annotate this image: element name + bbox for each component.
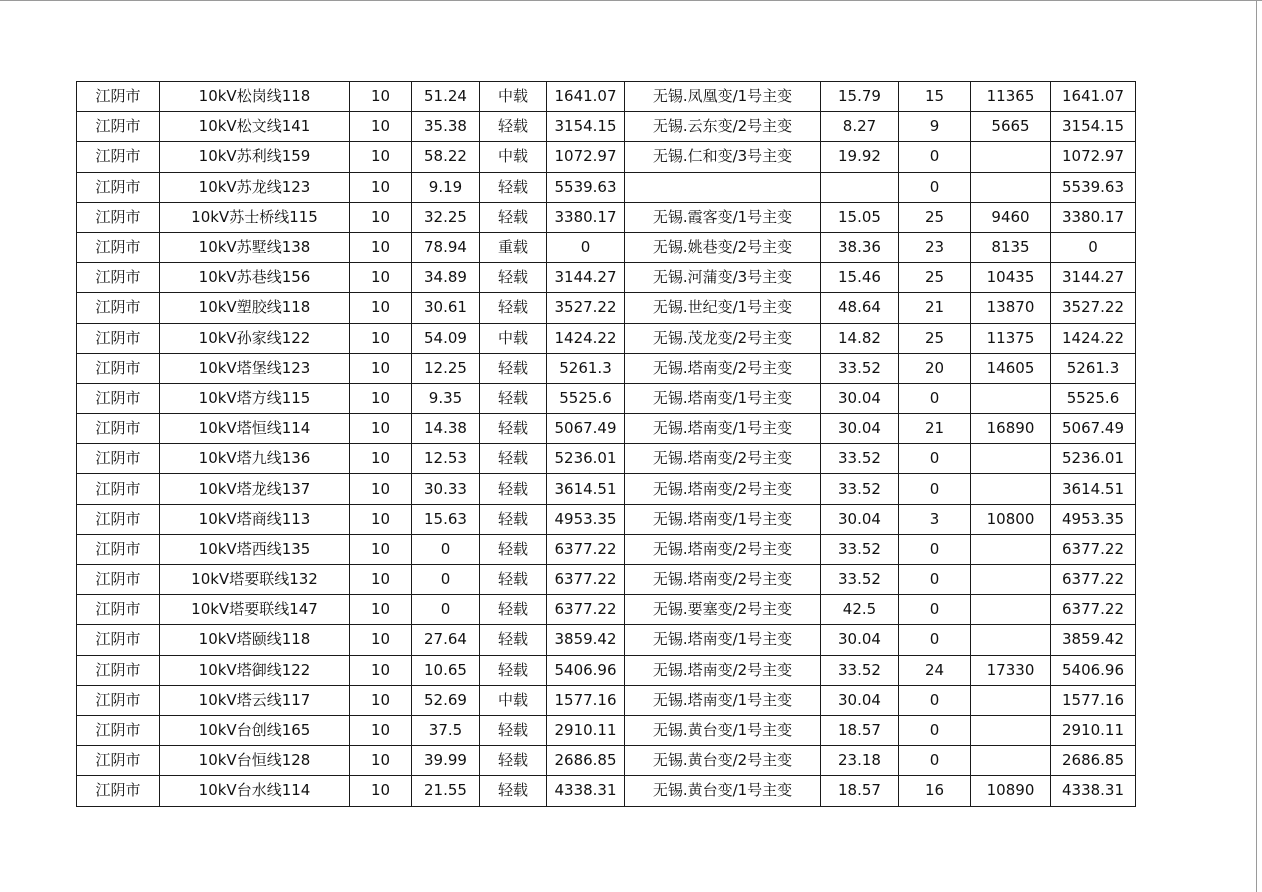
- feeder-name-cell: 10kV塔要联线147: [160, 595, 350, 625]
- load-rate-cell: 14.38: [412, 414, 480, 444]
- transformer-cell: 无锡.仁和变/3号主变: [625, 142, 821, 172]
- transformer-load-rate-cell: 42.5: [821, 595, 899, 625]
- load-status-cell: 中载: [480, 142, 547, 172]
- margin-cell: 5525.6: [1051, 383, 1136, 413]
- load-rate-cell: 0: [412, 534, 480, 564]
- feeder-load-table: [76, 81, 1136, 807]
- margin-cell: 5539.63: [1051, 172, 1136, 202]
- margin-cell: 1424.22: [1051, 323, 1136, 353]
- available-capacity-cell: 5539.63: [547, 172, 625, 202]
- transformer-cell: 无锡.世纪变/1号主变: [625, 293, 821, 323]
- load-status-cell: 轻载: [480, 444, 547, 474]
- feeder-name-cell: 10kV松文线141: [160, 112, 350, 142]
- feeder-name-cell: 10kV塔颐线118: [160, 625, 350, 655]
- count-cell: 0: [899, 142, 971, 172]
- table-row: [77, 565, 1136, 595]
- transformer-cell: 无锡.塔南变/2号主变: [625, 655, 821, 685]
- load-rate-cell: 10.65: [412, 655, 480, 685]
- feeder-name-cell: 10kV塑胶线118: [160, 293, 350, 323]
- available-capacity-cell: 3144.27: [547, 263, 625, 293]
- feeder-name-cell: 10kV塔恒线114: [160, 414, 350, 444]
- available-capacity-cell: 1424.22: [547, 323, 625, 353]
- capacity-cell: [971, 383, 1051, 413]
- table-row: [77, 263, 1136, 293]
- available-capacity-cell: 1641.07: [547, 82, 625, 112]
- city-cell: 江阴市: [77, 746, 160, 776]
- load-status-cell: 轻载: [480, 353, 547, 383]
- load-rate-cell: 58.22: [412, 142, 480, 172]
- transformer-load-rate-cell: 18.57: [821, 715, 899, 745]
- feeder-name-cell: 10kV塔御线122: [160, 655, 350, 685]
- load-rate-cell: 54.09: [412, 323, 480, 353]
- margin-cell: 3527.22: [1051, 293, 1136, 323]
- voltage-cell: 10: [350, 715, 412, 745]
- margin-cell: 6377.22: [1051, 565, 1136, 595]
- load-status-cell: 轻载: [480, 202, 547, 232]
- load-rate-cell: 0: [412, 595, 480, 625]
- voltage-cell: 10: [350, 383, 412, 413]
- city-cell: 江阴市: [77, 776, 160, 806]
- available-capacity-cell: 3154.15: [547, 112, 625, 142]
- load-rate-cell: 32.25: [412, 202, 480, 232]
- voltage-cell: 10: [350, 625, 412, 655]
- margin-cell: 1641.07: [1051, 82, 1136, 112]
- margin-cell: 4338.31: [1051, 776, 1136, 806]
- feeder-name-cell: 10kV台恒线128: [160, 746, 350, 776]
- count-cell: 0: [899, 685, 971, 715]
- transformer-load-rate-cell: 15.79: [821, 82, 899, 112]
- margin-cell: 3859.42: [1051, 625, 1136, 655]
- capacity-cell: 16890: [971, 414, 1051, 444]
- load-rate-cell: 9.35: [412, 383, 480, 413]
- feeder-name-cell: 10kV塔云线117: [160, 685, 350, 715]
- table-row: [77, 685, 1136, 715]
- load-rate-cell: 51.24: [412, 82, 480, 112]
- table-row: [77, 715, 1136, 745]
- table-row: [77, 655, 1136, 685]
- margin-cell: 5067.49: [1051, 414, 1136, 444]
- load-status-cell: 轻载: [480, 776, 547, 806]
- available-capacity-cell: 2686.85: [547, 746, 625, 776]
- transformer-load-rate-cell: [821, 172, 899, 202]
- load-rate-cell: 35.38: [412, 112, 480, 142]
- load-status-cell: 轻载: [480, 655, 547, 685]
- load-status-cell: 轻载: [480, 746, 547, 776]
- transformer-load-rate-cell: 18.57: [821, 776, 899, 806]
- feeder-name-cell: 10kV塔商线113: [160, 504, 350, 534]
- load-status-cell: 轻载: [480, 383, 547, 413]
- transformer-load-rate-cell: 33.52: [821, 353, 899, 383]
- feeder-name-cell: 10kV塔西线135: [160, 534, 350, 564]
- margin-cell: 3380.17: [1051, 202, 1136, 232]
- table-row: [77, 172, 1136, 202]
- transformer-load-rate-cell: 30.04: [821, 685, 899, 715]
- transformer-load-rate-cell: 15.46: [821, 263, 899, 293]
- voltage-cell: 10: [350, 444, 412, 474]
- load-rate-cell: 21.55: [412, 776, 480, 806]
- transformer-load-rate-cell: 15.05: [821, 202, 899, 232]
- available-capacity-cell: 0: [547, 232, 625, 262]
- table-row: [77, 82, 1136, 112]
- margin-cell: 6377.22: [1051, 534, 1136, 564]
- load-rate-cell: 39.99: [412, 746, 480, 776]
- count-cell: 21: [899, 293, 971, 323]
- capacity-cell: [971, 595, 1051, 625]
- available-capacity-cell: 3614.51: [547, 474, 625, 504]
- city-cell: 江阴市: [77, 715, 160, 745]
- margin-cell: 3614.51: [1051, 474, 1136, 504]
- load-status-cell: 轻载: [480, 263, 547, 293]
- available-capacity-cell: 6377.22: [547, 534, 625, 564]
- city-cell: 江阴市: [77, 685, 160, 715]
- table-row: [77, 142, 1136, 172]
- transformer-cell: 无锡.黄台变/2号主变: [625, 746, 821, 776]
- margin-cell: 5261.3: [1051, 353, 1136, 383]
- table-row: [77, 595, 1136, 625]
- transformer-cell: [625, 172, 821, 202]
- margin-cell: 4953.35: [1051, 504, 1136, 534]
- table-row: [77, 625, 1136, 655]
- transformer-load-rate-cell: 30.04: [821, 625, 899, 655]
- voltage-cell: 10: [350, 202, 412, 232]
- feeder-name-cell: 10kV苏士桥线115: [160, 202, 350, 232]
- capacity-cell: [971, 565, 1051, 595]
- load-rate-cell: 34.89: [412, 263, 480, 293]
- transformer-cell: 无锡.黄台变/1号主变: [625, 776, 821, 806]
- voltage-cell: 10: [350, 414, 412, 444]
- count-cell: 0: [899, 383, 971, 413]
- load-rate-cell: 37.5: [412, 715, 480, 745]
- transformer-cell: 无锡.云东变/2号主变: [625, 112, 821, 142]
- load-status-cell: 轻载: [480, 595, 547, 625]
- feeder-name-cell: 10kV苏墅线138: [160, 232, 350, 262]
- city-cell: 江阴市: [77, 625, 160, 655]
- city-cell: 江阴市: [77, 353, 160, 383]
- city-cell: 江阴市: [77, 142, 160, 172]
- load-rate-cell: 12.25: [412, 353, 480, 383]
- city-cell: 江阴市: [77, 414, 160, 444]
- table-body: [77, 82, 1136, 807]
- load-rate-cell: 30.61: [412, 293, 480, 323]
- table-row: [77, 534, 1136, 564]
- city-cell: 江阴市: [77, 82, 160, 112]
- transformer-load-rate-cell: 33.52: [821, 534, 899, 564]
- available-capacity-cell: 3527.22: [547, 293, 625, 323]
- margin-cell: 5406.96: [1051, 655, 1136, 685]
- capacity-cell: 8135: [971, 232, 1051, 262]
- city-cell: 江阴市: [77, 444, 160, 474]
- feeder-name-cell: 10kV孙家线122: [160, 323, 350, 353]
- load-rate-cell: 12.53: [412, 444, 480, 474]
- count-cell: 15: [899, 82, 971, 112]
- count-cell: 23: [899, 232, 971, 262]
- capacity-cell: [971, 142, 1051, 172]
- transformer-cell: 无锡.姚巷变/2号主变: [625, 232, 821, 262]
- count-cell: 9: [899, 112, 971, 142]
- page-top-border: [0, 0, 1262, 1]
- load-status-cell: 轻载: [480, 293, 547, 323]
- feeder-name-cell: 10kV塔要联线132: [160, 565, 350, 595]
- transformer-load-rate-cell: 8.27: [821, 112, 899, 142]
- count-cell: 0: [899, 746, 971, 776]
- transformer-load-rate-cell: 33.52: [821, 565, 899, 595]
- table-row: [77, 746, 1136, 776]
- feeder-name-cell: 10kV台水线114: [160, 776, 350, 806]
- load-status-cell: 轻载: [480, 625, 547, 655]
- table-row: [77, 293, 1136, 323]
- load-status-cell: 中载: [480, 82, 547, 112]
- load-status-cell: 轻载: [480, 414, 547, 444]
- city-cell: 江阴市: [77, 112, 160, 142]
- table-row: [77, 474, 1136, 504]
- table-row: [77, 444, 1136, 474]
- city-cell: 江阴市: [77, 504, 160, 534]
- capacity-cell: 10800: [971, 504, 1051, 534]
- voltage-cell: 10: [350, 474, 412, 504]
- transformer-cell: 无锡.河蒲变/3号主变: [625, 263, 821, 293]
- city-cell: 江阴市: [77, 565, 160, 595]
- load-status-cell: 轻载: [480, 474, 547, 504]
- capacity-cell: [971, 625, 1051, 655]
- city-cell: 江阴市: [77, 655, 160, 685]
- city-cell: 江阴市: [77, 232, 160, 262]
- voltage-cell: 10: [350, 263, 412, 293]
- page-right-border: [1256, 0, 1257, 892]
- margin-cell: 3144.27: [1051, 263, 1136, 293]
- available-capacity-cell: 3380.17: [547, 202, 625, 232]
- feeder-name-cell: 10kV松岗线118: [160, 82, 350, 112]
- transformer-load-rate-cell: 19.92: [821, 142, 899, 172]
- voltage-cell: 10: [350, 685, 412, 715]
- city-cell: 江阴市: [77, 293, 160, 323]
- table-row: [77, 414, 1136, 444]
- feeder-name-cell: 10kV塔九线136: [160, 444, 350, 474]
- capacity-cell: [971, 534, 1051, 564]
- transformer-load-rate-cell: 33.52: [821, 474, 899, 504]
- feeder-name-cell: 10kV苏龙线123: [160, 172, 350, 202]
- voltage-cell: 10: [350, 534, 412, 564]
- feeder-name-cell: 10kV塔方线115: [160, 383, 350, 413]
- transformer-load-rate-cell: 14.82: [821, 323, 899, 353]
- transformer-cell: 无锡.塔南变/2号主变: [625, 353, 821, 383]
- available-capacity-cell: 1577.16: [547, 685, 625, 715]
- table-row: [77, 776, 1136, 806]
- transformer-cell: 无锡.塔南变/2号主变: [625, 565, 821, 595]
- count-cell: 25: [899, 202, 971, 232]
- capacity-cell: 17330: [971, 655, 1051, 685]
- capacity-cell: [971, 474, 1051, 504]
- load-rate-cell: 52.69: [412, 685, 480, 715]
- voltage-cell: 10: [350, 172, 412, 202]
- load-rate-cell: 78.94: [412, 232, 480, 262]
- feeder-name-cell: 10kV塔堡线123: [160, 353, 350, 383]
- load-status-cell: 轻载: [480, 504, 547, 534]
- count-cell: 0: [899, 565, 971, 595]
- margin-cell: 3154.15: [1051, 112, 1136, 142]
- margin-cell: 6377.22: [1051, 595, 1136, 625]
- available-capacity-cell: 4953.35: [547, 504, 625, 534]
- count-cell: 25: [899, 263, 971, 293]
- load-rate-cell: 15.63: [412, 504, 480, 534]
- available-capacity-cell: 6377.22: [547, 595, 625, 625]
- count-cell: 0: [899, 625, 971, 655]
- load-status-cell: 轻载: [480, 534, 547, 564]
- transformer-cell: 无锡.霞客变/1号主变: [625, 202, 821, 232]
- load-rate-cell: 30.33: [412, 474, 480, 504]
- table-row: [77, 504, 1136, 534]
- load-rate-cell: 9.19: [412, 172, 480, 202]
- load-status-cell: 中载: [480, 323, 547, 353]
- available-capacity-cell: 6377.22: [547, 565, 625, 595]
- table-row: [77, 202, 1136, 232]
- transformer-cell: 无锡.凤凰变/1号主变: [625, 82, 821, 112]
- capacity-cell: [971, 172, 1051, 202]
- load-rate-cell: 27.64: [412, 625, 480, 655]
- transformer-load-rate-cell: 30.04: [821, 383, 899, 413]
- available-capacity-cell: 3859.42: [547, 625, 625, 655]
- feeder-name-cell: 10kV台创线165: [160, 715, 350, 745]
- margin-cell: 2686.85: [1051, 746, 1136, 776]
- count-cell: 0: [899, 474, 971, 504]
- count-cell: 24: [899, 655, 971, 685]
- capacity-cell: [971, 685, 1051, 715]
- transformer-cell: 无锡.茂龙变/2号主变: [625, 323, 821, 353]
- available-capacity-cell: 1072.97: [547, 142, 625, 172]
- capacity-cell: [971, 746, 1051, 776]
- voltage-cell: 10: [350, 232, 412, 262]
- capacity-cell: 11365: [971, 82, 1051, 112]
- voltage-cell: 10: [350, 595, 412, 625]
- voltage-cell: 10: [350, 293, 412, 323]
- capacity-cell: [971, 715, 1051, 745]
- capacity-cell: 9460: [971, 202, 1051, 232]
- voltage-cell: 10: [350, 82, 412, 112]
- load-rate-cell: 0: [412, 565, 480, 595]
- available-capacity-cell: 5236.01: [547, 444, 625, 474]
- city-cell: 江阴市: [77, 323, 160, 353]
- transformer-load-rate-cell: 33.52: [821, 655, 899, 685]
- load-status-cell: 轻载: [480, 715, 547, 745]
- capacity-cell: 5665: [971, 112, 1051, 142]
- table-row: [77, 112, 1136, 142]
- transformer-cell: 无锡.塔南变/1号主变: [625, 383, 821, 413]
- margin-cell: 0: [1051, 232, 1136, 262]
- transformer-cell: 无锡.塔南变/2号主变: [625, 444, 821, 474]
- city-cell: 江阴市: [77, 534, 160, 564]
- load-status-cell: 轻载: [480, 565, 547, 595]
- count-cell: 3: [899, 504, 971, 534]
- transformer-cell: 无锡.塔南变/1号主变: [625, 414, 821, 444]
- transformer-cell: 无锡.要塞变/2号主变: [625, 595, 821, 625]
- table-row: [77, 323, 1136, 353]
- table-row: [77, 232, 1136, 262]
- city-cell: 江阴市: [77, 202, 160, 232]
- table-row: [77, 383, 1136, 413]
- voltage-cell: 10: [350, 142, 412, 172]
- capacity-cell: 14605: [971, 353, 1051, 383]
- transformer-load-rate-cell: 38.36: [821, 232, 899, 262]
- count-cell: 0: [899, 172, 971, 202]
- transformer-load-rate-cell: 48.64: [821, 293, 899, 323]
- transformer-load-rate-cell: 33.52: [821, 444, 899, 474]
- load-status-cell: 中载: [480, 685, 547, 715]
- count-cell: 25: [899, 323, 971, 353]
- feeder-name-cell: 10kV苏利线159: [160, 142, 350, 172]
- margin-cell: 2910.11: [1051, 715, 1136, 745]
- voltage-cell: 10: [350, 112, 412, 142]
- voltage-cell: 10: [350, 565, 412, 595]
- capacity-cell: 10435: [971, 263, 1051, 293]
- count-cell: 0: [899, 444, 971, 474]
- transformer-cell: 无锡.黄台变/1号主变: [625, 715, 821, 745]
- count-cell: 0: [899, 595, 971, 625]
- transformer-cell: 无锡.塔南变/1号主变: [625, 685, 821, 715]
- voltage-cell: 10: [350, 353, 412, 383]
- available-capacity-cell: 4338.31: [547, 776, 625, 806]
- capacity-cell: [971, 444, 1051, 474]
- margin-cell: 1072.97: [1051, 142, 1136, 172]
- table-row: [77, 353, 1136, 383]
- transformer-cell: 无锡.塔南变/1号主变: [625, 504, 821, 534]
- voltage-cell: 10: [350, 746, 412, 776]
- available-capacity-cell: 5067.49: [547, 414, 625, 444]
- capacity-cell: 13870: [971, 293, 1051, 323]
- transformer-load-rate-cell: 23.18: [821, 746, 899, 776]
- margin-cell: 1577.16: [1051, 685, 1136, 715]
- voltage-cell: 10: [350, 504, 412, 534]
- count-cell: 0: [899, 715, 971, 745]
- capacity-cell: 10890: [971, 776, 1051, 806]
- available-capacity-cell: 2910.11: [547, 715, 625, 745]
- transformer-cell: 无锡.塔南变/2号主变: [625, 474, 821, 504]
- available-capacity-cell: 5261.3: [547, 353, 625, 383]
- available-capacity-cell: 5406.96: [547, 655, 625, 685]
- voltage-cell: 10: [350, 323, 412, 353]
- load-status-cell: 轻载: [480, 112, 547, 142]
- available-capacity-cell: 5525.6: [547, 383, 625, 413]
- city-cell: 江阴市: [77, 595, 160, 625]
- city-cell: 江阴市: [77, 383, 160, 413]
- feeder-name-cell: 10kV苏巷线156: [160, 263, 350, 293]
- margin-cell: 5236.01: [1051, 444, 1136, 474]
- city-cell: 江阴市: [77, 474, 160, 504]
- count-cell: 21: [899, 414, 971, 444]
- city-cell: 江阴市: [77, 172, 160, 202]
- city-cell: 江阴市: [77, 263, 160, 293]
- load-status-cell: 轻载: [480, 172, 547, 202]
- feeder-name-cell: 10kV塔龙线137: [160, 474, 350, 504]
- transformer-load-rate-cell: 30.04: [821, 414, 899, 444]
- voltage-cell: 10: [350, 776, 412, 806]
- load-status-cell: 重载: [480, 232, 547, 262]
- transformer-cell: 无锡.塔南变/2号主变: [625, 534, 821, 564]
- count-cell: 0: [899, 534, 971, 564]
- transformer-load-rate-cell: 30.04: [821, 504, 899, 534]
- voltage-cell: 10: [350, 655, 412, 685]
- count-cell: 16: [899, 776, 971, 806]
- transformer-cell: 无锡.塔南变/1号主变: [625, 625, 821, 655]
- count-cell: 20: [899, 353, 971, 383]
- capacity-cell: 11375: [971, 323, 1051, 353]
